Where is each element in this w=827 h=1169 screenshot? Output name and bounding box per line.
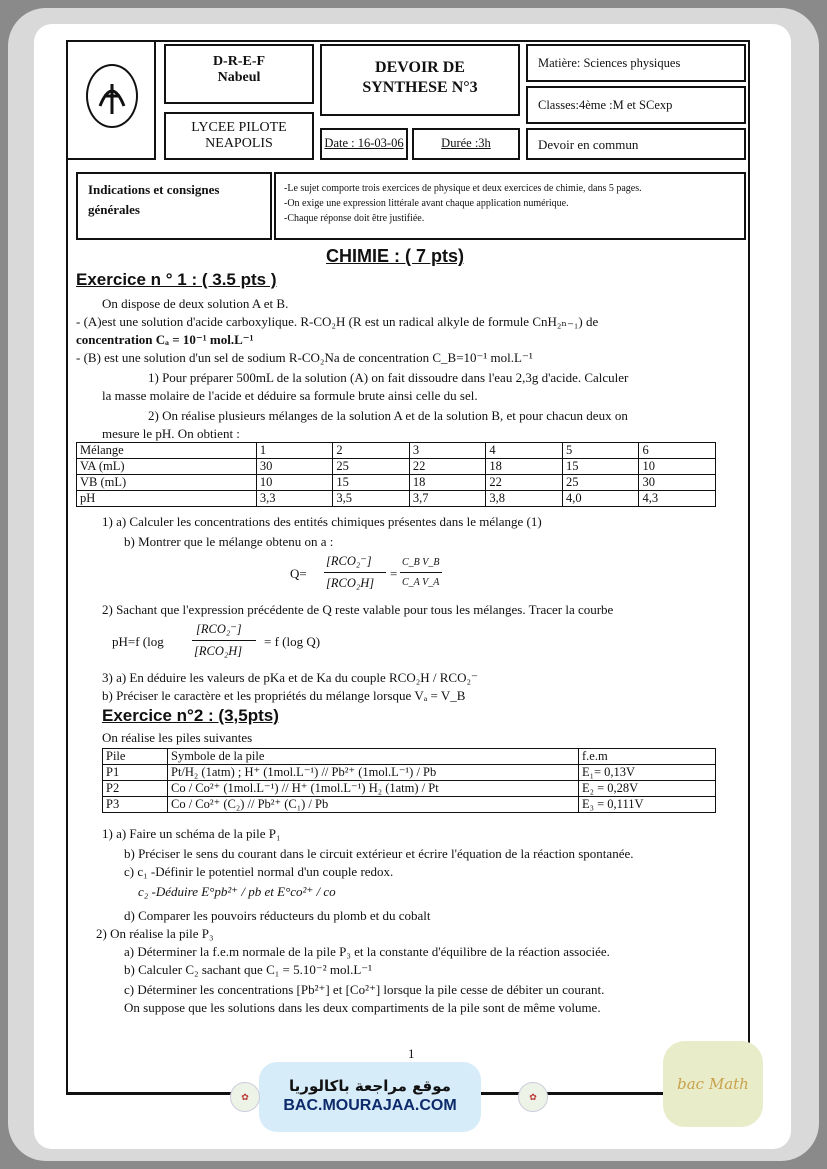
table-cell: Pt/H₂ (1atm) ; H⁺ (1mol.L⁻¹) // Pb²⁺ (1mol.L⁻¹) / Pb xyxy=(168,765,579,781)
q2-formula-right: = f (log Q) xyxy=(264,634,321,649)
school-line2: NEAPOLIS xyxy=(205,136,273,151)
table-cell: VB (mL) xyxy=(77,475,257,491)
ex1-line: mesure le pH. On obtient : xyxy=(102,426,240,441)
exam-sheet xyxy=(66,40,750,1095)
logo-box xyxy=(68,42,156,160)
title-line2: SYNTHESE N°3 xyxy=(362,79,478,96)
table-row xyxy=(103,781,716,797)
ex1-line: - (B) est une solution d'un sel de sodium R-CO₂Na de concentration C_B=10⁻¹ mol.L⁻¹ xyxy=(76,350,533,365)
ex1-line: - (A)est une solution d'acide carboxylique. R-CO₂H (R est un radical alkyle de formule CnH₂ₙ₋₁) de xyxy=(76,314,599,329)
ex2-line: b) Préciser le sens du courant dans le circuit extérieur et écrire l'équation de la réaction spontanée. xyxy=(124,846,634,861)
site-banner[interactable] xyxy=(259,1062,481,1132)
table-row xyxy=(77,491,716,507)
formula-num: [RCO₂⁻] xyxy=(326,554,372,568)
table-cell: Co / Co²⁺ (1mol.L⁻¹) // H⁺ (1mol.L⁻¹) H₂ (1atm) / Pt xyxy=(168,781,579,797)
table-header: Symbole de la pile xyxy=(168,749,579,765)
instruction-item: -On exige une expression littérale avant chaque application numérique. xyxy=(284,198,569,209)
instruction-item: -Chaque réponse doit être justifiée. xyxy=(284,213,425,224)
table-cell: 4,3 xyxy=(639,491,716,507)
table-header: Pile xyxy=(103,749,168,765)
exam-date: Date : 16-03-06 xyxy=(324,136,404,150)
table-cell: 3,7 xyxy=(409,491,486,507)
ex2-line: On suppose que les solutions dans les deux compartiments de la pile sont de même volume. xyxy=(124,1000,601,1015)
table-row xyxy=(103,797,716,813)
table-cell: 3 xyxy=(409,443,486,459)
table-cell: 22 xyxy=(409,459,486,475)
table-cell: 4,0 xyxy=(562,491,639,507)
formula-den: [RCO₂H] xyxy=(326,576,375,590)
table-row xyxy=(77,443,716,459)
table-cell: Co / Co²⁺ (C₂) // Pb²⁺ (C₁) / Pb xyxy=(168,797,579,813)
table-cell: pH xyxy=(77,491,257,507)
table-cell: E₃ = 0,111V xyxy=(579,797,716,813)
table-cell: 10 xyxy=(639,459,716,475)
ex2-intro: On réalise les piles suivantes xyxy=(102,730,253,745)
ex1-q1b: b) Montrer que le mélange obtenu on a : xyxy=(124,534,334,549)
site-logo-icon: ✿ xyxy=(518,1082,548,1112)
table-cell: 4 xyxy=(486,443,563,459)
table-cell: 3,8 xyxy=(486,491,563,507)
classes-box xyxy=(526,86,746,124)
table-cell: 10 xyxy=(256,475,333,491)
table-cell: 6 xyxy=(639,443,716,459)
fraction-bar xyxy=(400,572,442,573)
ex1-table xyxy=(76,442,716,507)
table-row xyxy=(77,459,716,475)
formula-q-label: Q= xyxy=(290,566,307,581)
ex2-line: c₂ -Déduire E°pb²⁺ / pb et E°co²⁺ / co xyxy=(138,884,336,899)
ex2-line: d) Comparer les pouvoirs réducteurs du plomb et du cobalt xyxy=(124,908,431,923)
site-url[interactable]: BAC.MOURAJAA.COM xyxy=(283,1097,457,1114)
school-box xyxy=(164,112,314,160)
site-logo-icon: ✿ xyxy=(230,1082,260,1112)
document-page xyxy=(34,24,791,1149)
q2-formula-num: [RCO₂⁻] xyxy=(196,622,242,636)
formula-eq: = xyxy=(390,566,398,581)
fraction-bar xyxy=(324,572,386,573)
table-cell: 5 xyxy=(562,443,639,459)
title-box xyxy=(320,44,520,116)
instructions-label-line2: générales xyxy=(88,202,140,217)
subject-box xyxy=(526,44,746,82)
ex2-line: a) Déterminer la f.e.m normale de la pile P₃ et la constante d'équilibre de la réaction associée. xyxy=(124,944,610,959)
site-arabic-name: موقع مراجعة باكالوريا xyxy=(289,1077,451,1095)
table-row xyxy=(77,475,716,491)
instructions-label-line1: Indications et consignes xyxy=(88,182,220,197)
ex2-line: 2) On réalise la pile P₃ xyxy=(96,926,214,941)
formula-rnum: C_B V_B xyxy=(402,557,440,568)
table-cell: 15 xyxy=(562,459,639,475)
fraction-bar xyxy=(192,640,256,641)
table-cell: P1 xyxy=(103,765,168,781)
ex1-q3a: 3) a) En déduire les valeurs de pKa et de Ka du couple RCO₂H / RCO₂⁻ xyxy=(102,670,478,685)
table-cell: VA (mL) xyxy=(77,459,257,475)
city-label: Nabeul xyxy=(217,70,261,85)
table-cell: 2 xyxy=(333,443,410,459)
ex1-q2: 2) Sachant que l'expression précédente de Q reste valable pour tous les mélanges. Tracer la courbe xyxy=(102,602,614,617)
table-cell: 1 xyxy=(256,443,333,459)
date-box xyxy=(320,128,408,160)
ex2-line: c) Déterminer les concentrations [Pb²⁺] et [Co²⁺] lorsque la pile cesse de débiter un courant. xyxy=(124,982,605,997)
ex2-line: 1) a) Faire un schéma de la pile P₁ xyxy=(102,826,281,841)
instructions-items-box xyxy=(274,172,746,240)
region-label: D-R-E-F xyxy=(212,54,266,69)
table-cell: 18 xyxy=(486,459,563,475)
exam-duration: Durée :3h xyxy=(441,136,491,150)
ex2-line: c) c₁ -Définir le potentiel normal d'un couple redox. xyxy=(124,864,394,879)
formula-rden: C_A V_A xyxy=(402,577,440,588)
title-line1: DEVOIR DE xyxy=(375,59,465,76)
ex1-q1a: 1) a) Calculer les concentrations des entités chimiques présentes dans le mélange (1) xyxy=(102,514,542,529)
ex2-line: b) Calculer C₂ sachant que C₁ = 5.10⁻² mol.L⁻¹ xyxy=(124,962,373,977)
common-label: Devoir en commun xyxy=(538,137,639,152)
table-cell: 3,3 xyxy=(256,491,333,507)
table-cell: 18 xyxy=(409,475,486,491)
table-cell: 25 xyxy=(562,475,639,491)
table-cell: E₂ = 0,28V xyxy=(579,781,716,797)
q2-formula-den: [RCO₂H] xyxy=(194,644,243,658)
ex1-line: la masse molaire de l'acide et déduire sa formule brute ainsi celle du sel. xyxy=(102,388,478,403)
q2-formula-left: pH=f (log xyxy=(112,634,164,649)
instructions-label-box xyxy=(76,172,272,240)
school-logo-icon xyxy=(86,64,138,128)
table-cell: E₁= 0,13V xyxy=(579,765,716,781)
ex1-line: On dispose de deux solution A et B. xyxy=(102,296,289,311)
table-header: f.e.m xyxy=(579,749,716,765)
ex1-line: 2) On réalise plusieurs mélanges de la solution A et de la solution B, et pour chacun deux on xyxy=(148,408,628,423)
region-box xyxy=(164,44,314,104)
classes-label: Classes:4ème :M et SCexp xyxy=(538,98,673,112)
ex2-table xyxy=(102,748,716,813)
ex1-q3b: b) Préciser le caractère et les propriétés du mélange lorsque Vₐ = V_B xyxy=(102,688,466,703)
table-header-row xyxy=(103,749,716,765)
school-line1: LYCEE PILOTE xyxy=(191,120,287,135)
table-cell: 22 xyxy=(486,475,563,491)
bac-math-badge: bac Math xyxy=(663,1041,763,1127)
duration-box xyxy=(412,128,520,160)
common-box xyxy=(526,128,746,160)
table-cell: P2 xyxy=(103,781,168,797)
table-cell: 3,5 xyxy=(333,491,410,507)
instruction-item: -Le sujet comporte trois exercices de physique et deux exercices de chimie, dans 5 pages. xyxy=(284,183,642,194)
ex2-title: Exercice n°2 : (3,5pts) xyxy=(102,706,279,725)
table-cell: 25 xyxy=(333,459,410,475)
section-title: CHIMIE : ( 7 pts) xyxy=(326,246,464,266)
table-cell: P3 xyxy=(103,797,168,813)
ex1-line: concentration Cₐ = 10⁻¹ mol.L⁻¹ xyxy=(76,332,254,347)
table-cell: Mélange xyxy=(77,443,257,459)
subject-label: Matière: Sciences physiques xyxy=(538,56,681,70)
table-cell: 30 xyxy=(256,459,333,475)
page-number: 1 xyxy=(408,1046,415,1061)
ex1-line: 1) Pour préparer 500mL de la solution (A) on fait dissoudre dans l'eau 2,3g d'acide. Calculer xyxy=(148,370,629,385)
table-row xyxy=(103,765,716,781)
table-cell: 30 xyxy=(639,475,716,491)
ex1-title: Exercice n ° 1 : ( 3.5 pts ) xyxy=(76,270,277,289)
table-cell: 15 xyxy=(333,475,410,491)
